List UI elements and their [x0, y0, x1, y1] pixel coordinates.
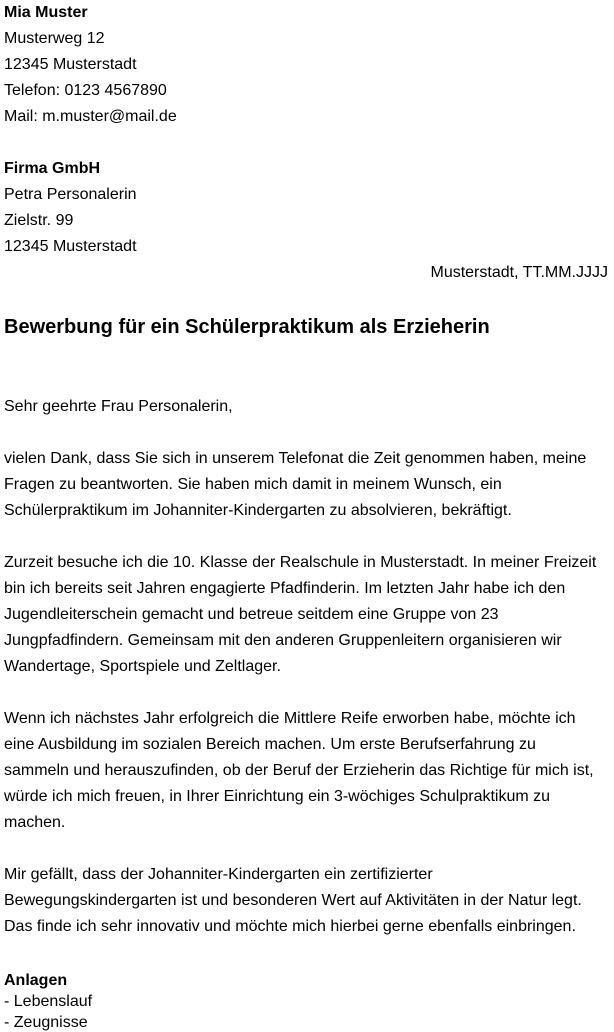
sender-name: Mia Muster	[4, 4, 88, 21]
sender-details	[4, 26, 608, 130]
text-line: Wandertage, Sportspiele und Zeltlager.	[4, 658, 281, 675]
text-line: vielen Dank, dass Sie sich in unserem Telefonat die Zeit genommen haben, meine	[4, 450, 587, 467]
text-line: eine Ausbildung im sozialen Bereich machen. Um erste Berufserfahrung zu	[4, 736, 536, 753]
enclosures-block	[4, 970, 608, 1032]
text-line: Schülerpraktikum im Johanniter-Kindergarten zu absolvieren, bekräftigt.	[4, 502, 512, 519]
text-line: Mir gefällt, dass der Johanniter-Kindergarten ein zertifizierter	[4, 866, 433, 883]
recipient-address-block	[4, 156, 608, 260]
text-line: Telefon: 0123 4567890	[4, 82, 167, 99]
recipient-company: Firma GmbH	[4, 160, 101, 177]
recipient-details	[4, 182, 608, 260]
text-line: würde ich mich freuen, in Ihrer Einrichtung ein 3-wöchiges Schulpraktikum zu	[4, 788, 551, 805]
text-line: 12345 Musterstadt	[4, 56, 137, 73]
text-line: Jugendleiterschein gemacht und betreue seitdem eine Gruppe von 23	[4, 606, 499, 623]
text-line: Musterweg 12	[4, 30, 105, 47]
text-line: sammeln und herauszufinden, ob der Beruf der Erzieherin das Richtige für mich ist,	[4, 762, 594, 779]
date-line: Musterstadt, TT.MM.JJJJ	[430, 264, 608, 281]
enclosures-list	[4, 991, 608, 1032]
text-line: Fragen zu beantworten. Sie haben mich damit in meinem Wunsch, ein	[4, 476, 502, 493]
salutation: Sehr geehrte Frau Personalerin,	[4, 398, 233, 415]
text-line: Wenn ich nächstes Jahr erfolgreich die Mittlere Reife erworben habe, möchte ich	[4, 710, 576, 727]
enclosures-heading: Anlagen	[4, 972, 68, 989]
text-line: bin ich bereits seit Jahren engagierte Pfadfinderin. Im letzten Jahr habe ich den	[4, 580, 566, 597]
body-paragraph-4	[4, 862, 608, 940]
text-line: 12345 Musterstadt	[4, 238, 137, 255]
text-line: Zielstr. 99	[4, 212, 74, 229]
text-line: Bewegungskindergarten ist und besonderen Wert auf Aktivitäten in der Natur legt.	[4, 892, 582, 909]
text-line: Petra Personalerin	[4, 186, 137, 203]
text-line: Zurzeit besuche ich die 10. Klasse der Realschule in Musterstadt. In meiner Freizeit	[4, 554, 597, 571]
text-line: - Zeugnisse	[4, 1014, 88, 1031]
body-paragraph-1	[4, 446, 608, 524]
body-paragraph-2	[4, 550, 608, 680]
text-line: Mail: m.muster@mail.de	[4, 108, 177, 125]
body-paragraph-3	[4, 706, 608, 836]
subject-line: Bewerbung für ein Schülerpraktikum als Erzieherin	[4, 316, 490, 338]
text-line: Das finde ich sehr innovativ und möchte mich hierbei gerne ebenfalls einbringen.	[4, 918, 576, 935]
text-line: - Lebenslauf	[4, 993, 93, 1010]
text-line: Jungpfadfindern. Gemeinsam mit den anderen Gruppenleitern organisieren wir	[4, 632, 562, 649]
text-line: machen.	[4, 814, 66, 831]
sender-address-block	[4, 0, 608, 130]
